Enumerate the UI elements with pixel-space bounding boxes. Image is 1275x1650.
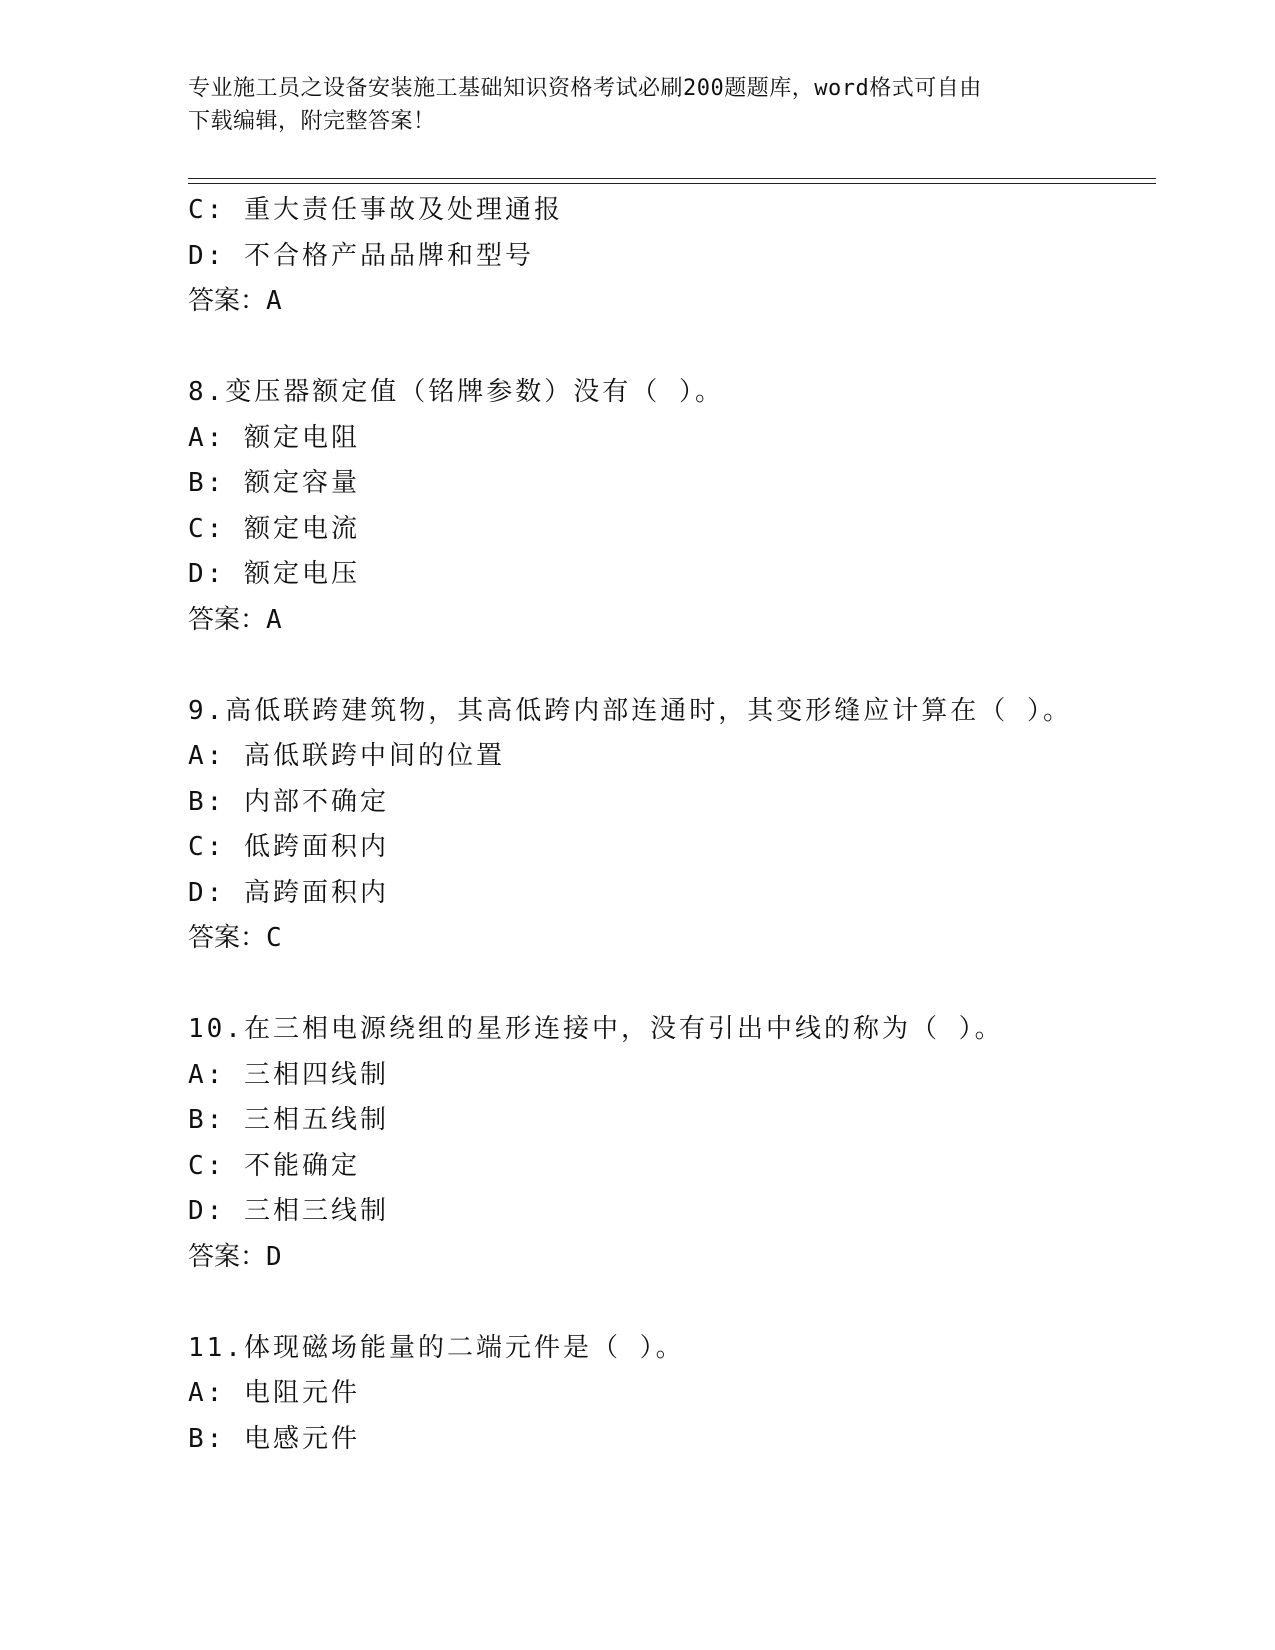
answer-value: A bbox=[266, 286, 283, 316]
question-spacer bbox=[188, 962, 1156, 1008]
answer-value: D bbox=[266, 1241, 283, 1272]
question-9-option-b: B: 内部不确定 bbox=[188, 786, 389, 817]
document-header bbox=[188, 72, 1088, 138]
question-8-option-a: A: 额定电阻 bbox=[188, 422, 360, 453]
question-9-option-d: D: 高跨面积内 bbox=[188, 877, 389, 908]
question-9-answer bbox=[188, 916, 1156, 962]
header-title-line-2: 下载编辑，附完整答案！ bbox=[188, 109, 436, 134]
option-d: D: 不合格产品品牌和型号 bbox=[188, 240, 534, 271]
question-spacer bbox=[188, 1280, 1156, 1326]
question-9-stem: 9.高低联跨建筑物，其高低跨内部连通时，其变形缝应计算在（ ）。 bbox=[188, 695, 1072, 726]
answer-label: 答案： bbox=[188, 286, 267, 316]
question-10-answer bbox=[188, 1235, 1156, 1281]
answer-line bbox=[188, 279, 1156, 325]
header-title-line-1: 专业施工员之设备安装施工基础知识资格考试必刷200题题库，word格式可自由 bbox=[188, 76, 982, 101]
answer-label: 答案： bbox=[188, 1241, 267, 1272]
question-8-option-b: B: 额定容量 bbox=[188, 468, 360, 498]
answer-value: A bbox=[266, 604, 283, 635]
question-9-option-a: A: 高低联跨中间的位置 bbox=[188, 741, 505, 771]
question-11-option-b: B: 电感元件 bbox=[188, 1423, 360, 1454]
question-spacer bbox=[188, 643, 1156, 689]
answer-value: C bbox=[266, 923, 283, 953]
header-divider-bottom bbox=[188, 183, 1156, 184]
question-8-option-d: D: 额定电压 bbox=[188, 559, 360, 589]
option-c: C: 重大责任事故及处理通报 bbox=[188, 195, 563, 225]
question-11-option-a: A: 电阻元件 bbox=[188, 1378, 360, 1408]
header-divider-top bbox=[188, 178, 1156, 179]
answer-label: 答案： bbox=[188, 923, 267, 953]
question-10-option-b: B: 三相五线制 bbox=[188, 1105, 389, 1135]
answer-label: 答案： bbox=[188, 604, 267, 635]
question-11-stem: 11.体现磁场能量的二端元件是（ ）。 bbox=[188, 1332, 685, 1363]
question-spacer bbox=[188, 325, 1156, 371]
question-list bbox=[188, 188, 1156, 1462]
question-8-answer bbox=[188, 598, 1156, 644]
question-10-option-a: A: 三相四线制 bbox=[188, 1059, 389, 1090]
question-10-option-d: D: 三相三线制 bbox=[188, 1196, 389, 1226]
question-10-option-c: C: 不能确定 bbox=[188, 1150, 360, 1181]
question-9-option-c: C: 低跨面积内 bbox=[188, 832, 389, 862]
question-10-stem: 10.在三相电源绕组的星形连接中，没有引出中线的称为（ ）。 bbox=[188, 1014, 1004, 1044]
question-8-stem: 8.变压器额定值（铭牌参数）没有（ ）。 bbox=[188, 377, 724, 407]
question-8-option-c: C: 额定电流 bbox=[188, 513, 360, 544]
